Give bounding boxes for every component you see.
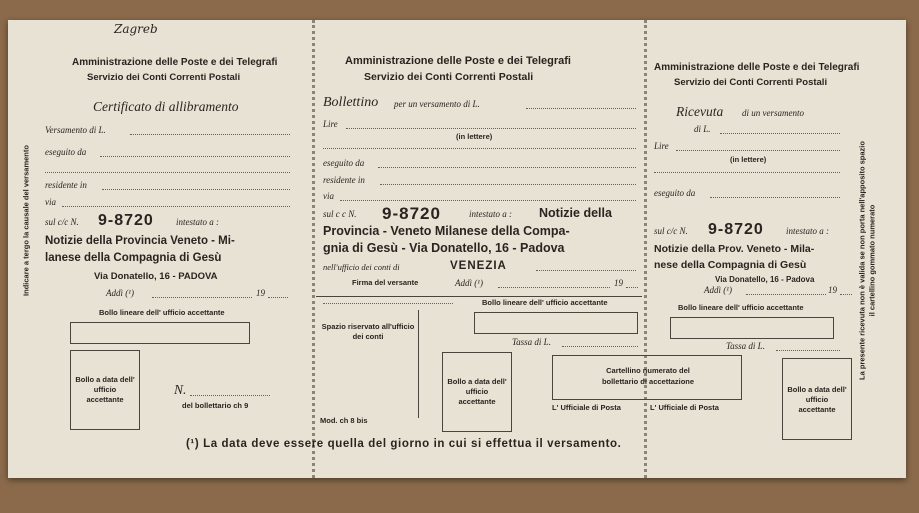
right-bollo-data-label: Bollo a data dell' ufficio accettante (787, 385, 847, 415)
right-di-l: di L. (694, 124, 711, 134)
right-lire-line (676, 150, 840, 151)
left-via-line (62, 206, 290, 207)
middle-holder-line2: gnia di Gesù - Via Donatello, 16 - Padova (323, 241, 565, 255)
perforation-left (312, 20, 315, 478)
middle-intestato: intestato a : (469, 209, 512, 219)
left-side-note: Indicare a tergo la causale del versamento (21, 145, 31, 296)
left-bollo-lineare-box (70, 322, 250, 344)
right-cc-number: 9-8720 (708, 221, 764, 238)
right-addi-label: Addì (¹) (704, 285, 732, 295)
middle-ufficiale1: L' Ufficiale di Posta (552, 403, 621, 412)
middle-eseguito-label: eseguito da (323, 158, 365, 168)
middle-year: 19 (614, 278, 623, 288)
middle-city-line (536, 270, 636, 271)
middle-ufficiale2: L' Ufficiale di Posta (650, 403, 719, 412)
middle-bollo-lineare-box (474, 312, 638, 334)
middle-lire-line2 (323, 148, 636, 149)
right-title: Ricevuta (676, 104, 724, 119)
middle-lire-line (346, 128, 636, 129)
middle-cartellino-label: Cartellino numerato del bollettario di accettazione (601, 366, 695, 386)
left-title: Certificato di allibramento (93, 99, 239, 114)
right-holder-line2: nese della Compagnia di Gesù (654, 259, 807, 271)
middle-spazio-label: Spazio riservato all'ufficio dei conti (321, 322, 415, 342)
right-side-note1: La presente ricevuta non è valida se non porta nell'apposito spazio (857, 141, 867, 380)
handwritten-note: Zagreb (114, 22, 158, 36)
right-cc-label: sul c/c N. (654, 226, 688, 236)
middle-cartellino-box (552, 355, 742, 400)
left-versamento-line (130, 134, 290, 135)
middle-residente-label: residente in (323, 175, 365, 185)
left-bollo-data-box (70, 350, 140, 430)
left-bollo-lineare-label: Bollo lineare dell' ufficio accettante (99, 308, 225, 317)
left-eseguito-label: eseguito da (45, 147, 87, 157)
left-eseguito-line (100, 156, 290, 157)
left-cc-number: 9-8720 (98, 212, 154, 229)
postal-form-sheet (8, 20, 906, 478)
middle-bollo-data-box (442, 352, 512, 432)
left-year-line (268, 297, 288, 298)
middle-via-line (340, 200, 636, 201)
middle-cc-label: sul c c N. (323, 209, 357, 219)
middle-title-suffix: per un versamento di L. (394, 99, 480, 109)
middle-city: VENEZIA (450, 260, 507, 272)
middle-in-lettere: (in lettere) (456, 132, 493, 141)
left-via-label: via (45, 197, 56, 207)
left-bollettario: del bollettario ch 9 (182, 401, 249, 410)
right-tassa-label: Tassa di L. (726, 341, 765, 351)
middle-lire-label: Lire (323, 119, 338, 129)
middle-tassa-label: Tassa di L. (512, 337, 551, 347)
middle-year-line (626, 287, 638, 288)
right-year: 19 (828, 285, 837, 295)
right-addi-line (746, 294, 826, 295)
middle-cc-number: 9-8720 (382, 204, 441, 223)
right-bollo-data-box (782, 358, 852, 440)
right-year-line (840, 294, 852, 295)
left-n-label: N. (174, 382, 187, 397)
left-service: Servizio dei Conti Correnti Postali (87, 72, 241, 83)
perforation-right (644, 20, 647, 478)
middle-holder-line1: Provincia - Veneto Milanese della Compa- (323, 224, 570, 238)
footnote: (¹) La data deve essere quella del giorno in cui si effettua il versamento. (186, 438, 622, 450)
middle-bollo-lineare-label: Bollo lineare dell' ufficio accettante (482, 298, 608, 307)
left-eseguito-line2 (45, 172, 290, 173)
left-bollo-data-label: Bollo a data dell' ufficio accettante (75, 375, 135, 405)
right-holder-line1: Notizie della Prov. Veneto - Mila- (654, 243, 815, 255)
middle-ufficio-label: nell'ufficio dei conti di (323, 262, 400, 272)
middle-mod: Mod. ch 8 bis (320, 416, 368, 425)
left-holder-line2: lanese della Compagnia di Gesù (45, 252, 222, 264)
left-residente-label: residente in (45, 180, 87, 190)
middle-residente-line (380, 184, 636, 185)
right-intestato: intestato a : (786, 226, 829, 236)
right-bollo-lineare-label: Bollo lineare dell' ufficio accettante (678, 303, 804, 312)
right-side-note2: il cartellino gommato numerato (867, 204, 877, 317)
middle-addi-line (498, 287, 610, 288)
right-in-lettere: (in lettere) (730, 155, 767, 164)
right-lire-label: Lire (654, 141, 669, 151)
middle-eseguito-line (378, 167, 636, 168)
middle-bollo-data-label: Bollo a data dell' ufficio accettante (447, 377, 507, 407)
right-admin: Amministrazione delle Poste e dei Telegrafi (654, 62, 860, 73)
right-lire-line2 (654, 172, 840, 173)
right-title-suffix: di un versamento (742, 108, 804, 118)
right-tassa-line (776, 350, 840, 351)
middle-amount-line (526, 108, 636, 109)
left-address: Via Donatello, 16 - PADOVA (94, 271, 218, 282)
right-address: Via Donatello, 16 - Padova (715, 275, 815, 284)
left-intestato: intestato a : (176, 217, 219, 227)
left-versamento-label: Versamento di L. (45, 125, 106, 135)
left-residente-line (102, 189, 290, 190)
middle-tassa-line (562, 346, 638, 347)
right-eseguito-line (710, 197, 840, 198)
left-n-line (190, 395, 270, 396)
right-eseguito-label: eseguito da (654, 188, 696, 198)
middle-addi-label: Addì (¹) (455, 278, 483, 288)
right-service: Servizio dei Conti Correnti Postali (674, 77, 828, 88)
left-holder-line1: Notizie della Provincia Veneto - Mi- (45, 235, 235, 247)
left-addi-label: Addì (¹) (106, 288, 134, 298)
middle-via-label: via (323, 191, 334, 201)
middle-title: Bollettino (323, 95, 379, 110)
right-di-l-line (720, 133, 840, 134)
middle-service: Servizio dei Conti Correnti Postali (364, 71, 534, 83)
right-bollo-lineare-box (670, 317, 834, 339)
middle-holder-line0: Notizie della (539, 206, 612, 220)
left-year: 19 (256, 288, 265, 298)
middle-firma-label: Firma del versante (352, 278, 419, 287)
left-admin: Amministrazione delle Poste e dei Telegrafi (72, 57, 278, 68)
middle-admin: Amministrazione delle Poste e dei Telegrafi (345, 55, 571, 67)
left-addi-line (152, 297, 252, 298)
left-cc-label: sul c/c N. (45, 217, 79, 227)
